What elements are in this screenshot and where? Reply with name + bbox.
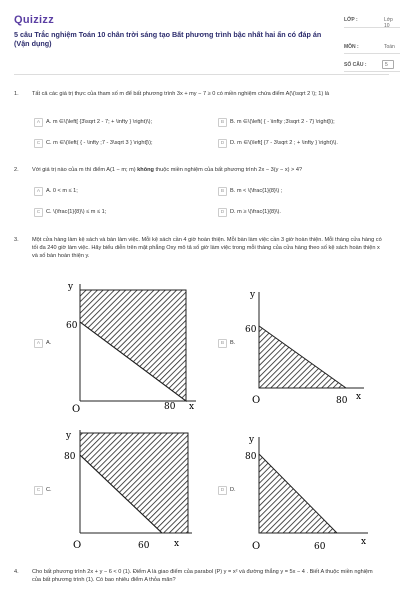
- question-3: [14, 236, 389, 266]
- question-3-text: Một cửa hàng làm kệ sách và bàn làm việc. Mỗi kệ sách cần 4 giờ hoàn thiện. Mỗi bàn làm việc cần 3 giờ hoàn thiện. Mỗi tháng cửa hàng có tối đa 240 giờ làm việc. Hãy biểu diễn trên mặt phẳng Oxy mô tả số giờ làm việc trong mỗi tháng của cửa hàng theo số kệ sách hoàn thiện x và số bàn hoàn thiện y.: [32, 237, 382, 259]
- q2-option-c-box[interactable]: C: [34, 208, 43, 217]
- q3-graph-b-y-tick: 60: [245, 325, 257, 335]
- question-2-text-bold: không: [137, 167, 154, 173]
- q3-graph-a-x-label: x: [189, 402, 195, 412]
- meta-count-box: [382, 60, 394, 69]
- question-4: [14, 568, 389, 590]
- question-2: [14, 166, 389, 176]
- q2-option-a[interactable]: [34, 187, 78, 196]
- meta-class-row: [344, 14, 400, 28]
- q1-option-c-text: C. m ∈\(\left( { - \infty ;7 - 3\sqrt 3 } \right]\);: [46, 140, 153, 146]
- q3-graph-b-svg: [242, 286, 367, 408]
- q3-graph-a: [58, 278, 198, 413]
- q1-option-d-text: D. m ∈\(\left[ {7 - 3\sqrt 2 ; + \infty } \right)\).: [230, 140, 338, 146]
- q3-graph-c-svg: [56, 425, 196, 552]
- meta-subject-value: Toán: [384, 44, 395, 50]
- question-2-text-pre: Với giá trị nào của m thì điểm A(1 − m; m): [32, 167, 138, 173]
- quizizz-logo: Quizizz: [14, 14, 54, 26]
- q1-option-d[interactable]: [218, 139, 338, 148]
- question-1: [14, 90, 389, 114]
- q3-graph-a-svg: [58, 278, 198, 413]
- q1-option-b-text: B. m ∈\(\left( { - \infty ;3\sqrt 2 - 7} \right]\);: [230, 119, 335, 125]
- q3-graph-a-y-tick: 60: [66, 321, 78, 331]
- meta-class-value: Lớp 10: [384, 17, 393, 29]
- q3-option-a-text: A.: [46, 340, 52, 346]
- meta-count-value: 5: [385, 62, 388, 68]
- q2-option-b[interactable]: [218, 187, 282, 196]
- q1-option-a-text: A. m ∈\(\left[ {3\sqrt 2 - 7; + \infty } \right)\);: [46, 119, 153, 125]
- q3-graph-d-y-tick: 80: [245, 452, 257, 462]
- question-1-text: Tất cả các giá trị thực của tham số m để bất phương trình 3x + my − 7 ≥ 0 có miền nghiệm chứa điểm A(\(\sqrt 2 \); 1) là: [32, 91, 330, 97]
- q3-option-d-box[interactable]: D: [218, 486, 227, 495]
- q3-graph-b-x-label: x: [356, 392, 362, 402]
- q2-option-a-box[interactable]: A: [34, 187, 43, 196]
- question-2-text-post: thuộc miền nghiệm của bất phương trình 2x − 3(y − x) > 4?: [153, 167, 303, 173]
- q2-option-d-box[interactable]: D: [218, 208, 227, 217]
- q3-graph-a-y-label: y: [68, 282, 74, 292]
- q3-graph-b-origin: O: [252, 395, 261, 406]
- q3-option-a[interactable]: [34, 339, 51, 348]
- q3-graph-b-x-tick: 80: [336, 396, 348, 406]
- q3-graph-b: [242, 286, 367, 408]
- question-2-text: [32, 166, 382, 174]
- q2-option-d-text: D. m ≥ \(\frac{1}{8}\).: [230, 209, 281, 215]
- question-4-text: Cho bất phương trình 2x + y − 6 < 0 (1). Điểm A là giao điểm của parabol (P) y = x² và đường thẳng y = 5x − 4 . Biết A thuộc miền nghiệm của bất phương trình (1). Có bao nhiêu điểm A thỏa mãn?: [32, 569, 373, 583]
- q3-graph-c: [56, 425, 196, 552]
- q1-option-c-box[interactable]: C: [34, 139, 43, 148]
- q3-graph-c-x-tick: 60: [138, 541, 150, 551]
- q3-option-a-box[interactable]: A: [34, 339, 43, 348]
- q3-option-c[interactable]: [34, 486, 52, 495]
- q3-graph-d-origin: O: [252, 541, 261, 552]
- q3-option-b-text: B.: [230, 340, 236, 346]
- q3-graph-d-y-label: y: [249, 435, 255, 445]
- q3-graph-c-x-label: x: [174, 539, 180, 549]
- q2-option-c[interactable]: [34, 208, 106, 217]
- q3-graph-c-shaded-region: [80, 433, 188, 533]
- q1-option-a[interactable]: [34, 118, 152, 127]
- question-3-number: 3.: [14, 237, 19, 243]
- q3-graph-d-x-label: x: [361, 537, 367, 547]
- q3-graph-a-shaded-region: [80, 290, 186, 401]
- q3-graph-a-origin: O: [72, 404, 81, 413]
- q2-option-b-box[interactable]: B: [218, 187, 227, 196]
- q1-option-a-box[interactable]: A: [34, 118, 43, 127]
- q3-option-b[interactable]: [218, 339, 235, 348]
- q2-option-d[interactable]: [218, 208, 281, 217]
- q1-option-d-box[interactable]: D: [218, 139, 227, 148]
- meta-subject-row: [344, 40, 400, 54]
- q1-option-b[interactable]: [218, 118, 335, 127]
- q1-option-c[interactable]: [34, 139, 153, 148]
- q3-option-c-text: C.: [46, 487, 52, 493]
- q3-option-b-box[interactable]: B: [218, 339, 227, 348]
- q3-option-d-text: D.: [230, 487, 236, 493]
- q2-option-c-text: C. \(\frac{1}{8}\) ≤ m ≤ 1;: [46, 209, 107, 215]
- q3-graph-c-y-label: y: [66, 431, 72, 441]
- q3-graph-b-shaded-region: [259, 326, 346, 388]
- q3-option-d[interactable]: [218, 486, 236, 495]
- q3-graph-a-x-tick: 80: [164, 402, 176, 412]
- meta-count-label: SỐ CÂU :: [344, 62, 367, 68]
- meta-count-row: [344, 58, 400, 72]
- q1-option-b-box[interactable]: B: [218, 118, 227, 127]
- question-4-number: 4.: [14, 569, 19, 575]
- worksheet-title: 5 câu Trắc nghiệm Toán 10 chân trời sáng tạo Bất phương trình bậc nhất hai ẩn có đáp án (Vận dụng): [14, 30, 322, 48]
- q3-graph-c-y-tick: 80: [64, 452, 76, 462]
- q3-graph-c-origin: O: [73, 540, 82, 551]
- worksheet-header: [14, 12, 395, 74]
- q3-option-c-box[interactable]: C: [34, 486, 43, 495]
- q3-graph-d: [242, 432, 372, 554]
- question-2-number: 2.: [14, 167, 19, 173]
- question-1-number: 1.: [14, 91, 19, 97]
- q2-option-a-text: A. 0 < m ≤ 1;: [46, 188, 78, 194]
- q3-graph-d-x-tick: 60: [314, 542, 326, 552]
- meta-subject-label: MÔN :: [344, 44, 359, 50]
- header-divider: [14, 74, 389, 75]
- q3-graph-d-shaded-region: [259, 454, 337, 533]
- q2-option-b-text: B. m < \(\frac{1}{8}\) ;: [230, 188, 283, 194]
- q3-graph-b-y-label: y: [250, 290, 256, 300]
- q3-graph-d-svg: [242, 432, 372, 554]
- meta-class-label: LỚP :: [344, 17, 358, 23]
